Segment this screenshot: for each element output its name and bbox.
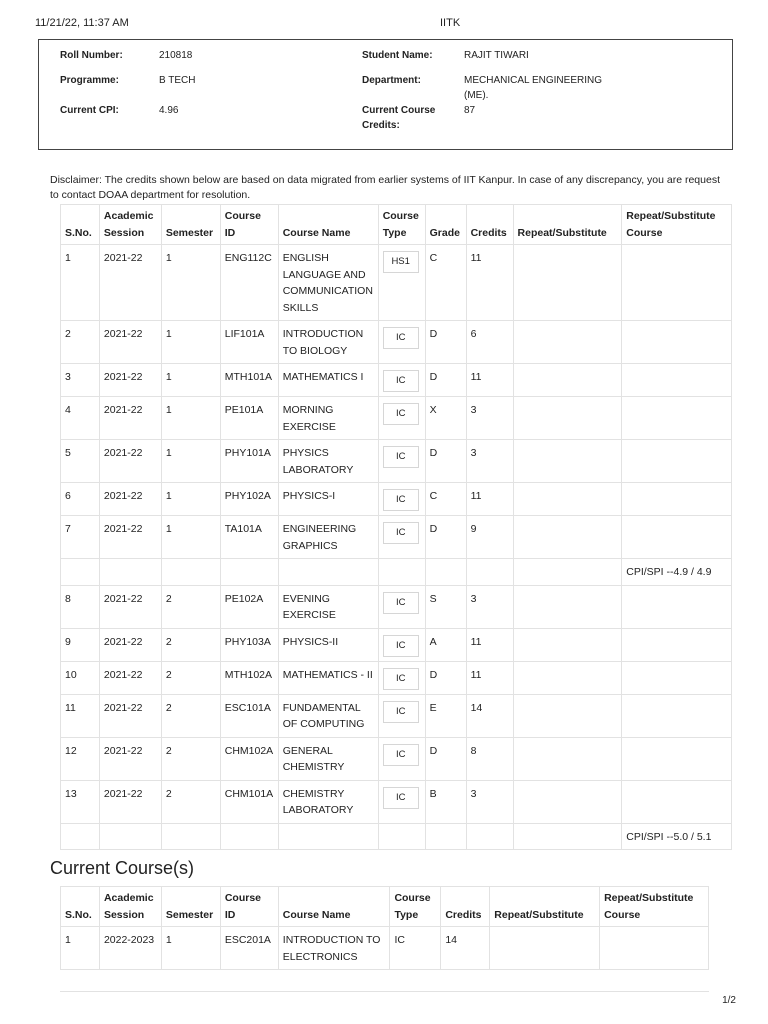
cell-session: 2021-22	[99, 628, 161, 661]
roll-number-value: 210818	[159, 50, 193, 61]
cell-course-name: INTRODUCTION TO ELECTRONICS	[278, 927, 390, 970]
cell-course-name: INTRODUCTION TO BIOLOGY	[278, 321, 378, 364]
cell-semester: 1	[161, 440, 220, 483]
cell-repeat	[513, 585, 622, 628]
cur-col-header-credits: Credits	[441, 887, 490, 927]
col-header-semester: Semester	[161, 205, 220, 245]
col-header-course-type: Course Type	[378, 205, 425, 245]
cell-sno: 13	[61, 780, 100, 823]
course-type-badge: IC	[383, 635, 419, 657]
cell-session: 2021-22	[99, 516, 161, 559]
cell-sno: 8	[61, 585, 100, 628]
cell-course-id: LIF101A	[220, 321, 278, 364]
cell-repeat-course	[622, 321, 732, 364]
cell-course-name: PHYSICS-II	[278, 628, 378, 661]
cell-course-type	[378, 245, 425, 321]
page-number: 1/2	[722, 995, 736, 1006]
table-row	[61, 397, 732, 440]
cell-course-name: PHYSICS LABORATORY	[278, 440, 378, 483]
cell-repeat	[490, 927, 600, 970]
cpi-spi-summary: CPI/SPI --5.0 / 5.1	[622, 823, 732, 850]
cell-credits: 3	[466, 397, 513, 440]
cell-grade: D	[425, 516, 466, 559]
current-cpi-label: Current CPI:	[60, 105, 119, 116]
cell-session: 2021-22	[99, 780, 161, 823]
col-header-course-id: Course ID	[220, 205, 278, 245]
current-courses-table	[60, 886, 709, 970]
cell-credits: 6	[466, 321, 513, 364]
summary-empty-cell	[220, 559, 278, 586]
cell-sno: 10	[61, 661, 100, 694]
cell-session: 2021-22	[99, 661, 161, 694]
summary-empty-cell	[161, 823, 220, 850]
roll-number-label: Roll Number:	[60, 50, 123, 61]
cell-semester: 2	[161, 585, 220, 628]
cell-grade: D	[425, 321, 466, 364]
cell-repeat	[513, 628, 622, 661]
cell-course-type: IC	[390, 927, 441, 970]
summary-empty-cell	[466, 823, 513, 850]
cell-repeat	[513, 245, 622, 321]
cell-repeat-course	[622, 585, 732, 628]
cell-session: 2021-22	[99, 397, 161, 440]
current-credits-value: 87	[464, 105, 476, 116]
cell-course-type	[378, 694, 425, 737]
col-header-repeat: Repeat/Substitute	[513, 205, 622, 245]
cell-course-id: PHY101A	[220, 440, 278, 483]
table-row	[61, 780, 732, 823]
summary-empty-cell	[378, 559, 425, 586]
cell-course-name: ENGLISH LANGUAGE AND COMMUNICATION SKILLS	[278, 245, 378, 321]
current-cpi-value: 4.96	[159, 105, 179, 116]
cur-col-header-repeat: Repeat/Substitute	[490, 887, 600, 927]
summary-empty-cell	[513, 559, 622, 586]
summary-empty-cell	[378, 823, 425, 850]
course-type-badge: IC	[383, 489, 419, 511]
cell-repeat-course	[622, 483, 732, 516]
cell-grade: E	[425, 694, 466, 737]
cell-course-name: MORNING EXERCISE	[278, 397, 378, 440]
cell-repeat-course	[622, 245, 732, 321]
cell-course-id: CHM101A	[220, 780, 278, 823]
page-divider	[60, 991, 709, 992]
course-type-badge: IC	[383, 701, 419, 723]
cell-semester: 2	[161, 737, 220, 780]
cell-grade: A	[425, 628, 466, 661]
current-credits-label-line2: Credits:	[362, 120, 400, 131]
cell-repeat-course	[622, 397, 732, 440]
programme-value: B TECH	[159, 75, 196, 86]
summary-empty-cell	[425, 559, 466, 586]
table-row	[61, 483, 732, 516]
department-value-line2: (ME).	[464, 90, 489, 101]
cell-repeat-course	[622, 780, 732, 823]
summary-empty-cell	[220, 823, 278, 850]
cell-semester: 2	[161, 628, 220, 661]
cell-semester: 1	[161, 516, 220, 559]
cell-repeat	[513, 440, 622, 483]
cell-grade: D	[425, 440, 466, 483]
cell-semester: 2	[161, 661, 220, 694]
cell-credits: 11	[466, 483, 513, 516]
cell-course-id: CHM102A	[220, 737, 278, 780]
table-row	[61, 516, 732, 559]
cell-sno: 9	[61, 628, 100, 661]
col-header-grade: Grade	[425, 205, 466, 245]
table-row	[61, 321, 732, 364]
cell-session: 2021-22	[99, 245, 161, 321]
cell-credits: 11	[466, 661, 513, 694]
course-type-badge: IC	[383, 370, 419, 392]
cell-repeat-course	[622, 661, 732, 694]
cell-credits: 11	[466, 628, 513, 661]
course-type-badge: IC	[383, 327, 419, 349]
cell-course-type	[378, 737, 425, 780]
cell-course-type	[378, 661, 425, 694]
summary-empty-cell	[99, 559, 161, 586]
student-name-label: Student Name:	[362, 50, 433, 61]
cell-course-name: CHEMISTRY LABORATORY	[278, 780, 378, 823]
cell-session: 2021-22	[99, 364, 161, 397]
cell-grade: D	[425, 737, 466, 780]
cell-course-name: ENGINEERING GRAPHICS	[278, 516, 378, 559]
cell-course-id: PHY103A	[220, 628, 278, 661]
cell-grade: S	[425, 585, 466, 628]
cell-repeat	[513, 516, 622, 559]
cell-credits: 8	[466, 737, 513, 780]
cell-sno: 6	[61, 483, 100, 516]
cell-repeat-course	[622, 737, 732, 780]
course-type-badge: IC	[383, 787, 419, 809]
col-header-sno: S.No.	[61, 205, 100, 245]
cell-course-id: TA101A	[220, 516, 278, 559]
cur-col-header-semester: Semester	[161, 887, 220, 927]
summary-empty-cell	[278, 823, 378, 850]
cell-course-id: PE101A	[220, 397, 278, 440]
print-site-title: IITK	[440, 17, 461, 29]
cell-course-type	[378, 628, 425, 661]
cell-sno: 2	[61, 321, 100, 364]
cell-course-id: ENG112C	[220, 245, 278, 321]
cell-sno: 3	[61, 364, 100, 397]
cell-credits: 3	[466, 585, 513, 628]
col-header-session: Academic Session	[99, 205, 161, 245]
cell-grade: D	[425, 364, 466, 397]
cell-semester: 1	[161, 321, 220, 364]
col-header-credits: Credits	[466, 205, 513, 245]
cell-course-id: MTH101A	[220, 364, 278, 397]
cell-session: 2021-22	[99, 321, 161, 364]
cell-sno: 1	[61, 927, 100, 970]
table-row	[61, 694, 732, 737]
course-type-badge: IC	[383, 403, 419, 425]
cur-col-header-session: Academic Session	[99, 887, 161, 927]
cell-credits: 3	[466, 780, 513, 823]
cell-course-type	[378, 440, 425, 483]
course-type-badge: IC	[383, 744, 419, 766]
cell-repeat-course	[622, 364, 732, 397]
cell-repeat-course	[622, 694, 732, 737]
grades-header-row	[61, 205, 732, 245]
cell-repeat	[513, 321, 622, 364]
cell-semester: 1	[161, 483, 220, 516]
cell-course-type	[378, 321, 425, 364]
disclaimer-text: Disclaimer: The credits shown below are based on data migrated from earlier systems of IIT Kanpur. In case of any discrepancy, you are request to contact DOAA department for resolution.	[50, 174, 720, 201]
cell-course-type	[378, 585, 425, 628]
cell-session: 2021-22	[99, 483, 161, 516]
summary-empty-cell	[99, 823, 161, 850]
cpi-spi-summary: CPI/SPI --4.9 / 4.9	[622, 559, 732, 586]
cell-grade: B	[425, 780, 466, 823]
cur-col-header-course-id: Course ID	[220, 887, 278, 927]
current-credits-label-line1: Current Course	[362, 105, 436, 116]
cell-course-type	[378, 516, 425, 559]
cell-credits: 9	[466, 516, 513, 559]
cell-sno: 12	[61, 737, 100, 780]
summary-empty-cell	[278, 559, 378, 586]
cell-repeat	[513, 661, 622, 694]
summary-empty-cell	[61, 559, 100, 586]
summary-empty-cell	[61, 823, 100, 850]
cell-grade: C	[425, 483, 466, 516]
course-type-badge: IC	[383, 668, 419, 690]
table-row	[61, 245, 732, 321]
cell-repeat	[513, 780, 622, 823]
cell-semester: 1	[161, 927, 220, 970]
student-name-value: RAJIT TIWARI	[464, 50, 529, 61]
cell-credits: 14	[466, 694, 513, 737]
student-info-box	[38, 39, 733, 150]
cell-session: 2021-22	[99, 737, 161, 780]
table-row	[61, 440, 732, 483]
cell-repeat	[513, 364, 622, 397]
table-row	[61, 585, 732, 628]
cell-course-name: GENERAL CHEMISTRY	[278, 737, 378, 780]
print-datetime: 11/21/22, 11:37 AM	[35, 17, 129, 29]
cell-course-id: MTH102A	[220, 661, 278, 694]
table-row	[61, 737, 732, 780]
cell-repeat	[513, 397, 622, 440]
programme-label: Programme:	[60, 75, 119, 86]
cell-sno: 7	[61, 516, 100, 559]
summary-empty-cell	[466, 559, 513, 586]
cell-session: 2021-22	[99, 440, 161, 483]
cell-course-id: ESC201A	[220, 927, 278, 970]
cell-credits: 3	[466, 440, 513, 483]
table-row	[61, 364, 732, 397]
cell-semester: 1	[161, 364, 220, 397]
summary-empty-cell	[425, 823, 466, 850]
department-value-line1: MECHANICAL ENGINEERING	[464, 75, 602, 86]
semester-summary-row	[61, 559, 732, 586]
cell-repeat	[513, 483, 622, 516]
current-header-row	[61, 887, 709, 927]
cell-repeat-course	[622, 516, 732, 559]
cell-sno: 1	[61, 245, 100, 321]
cur-col-header-sno: S.No.	[61, 887, 100, 927]
cell-sno: 4	[61, 397, 100, 440]
cell-semester: 1	[161, 397, 220, 440]
cell-grade: D	[425, 661, 466, 694]
col-header-course-name: Course Name	[278, 205, 378, 245]
cell-sno: 11	[61, 694, 100, 737]
table-row	[61, 661, 732, 694]
cell-semester: 2	[161, 780, 220, 823]
cell-credits: 11	[466, 245, 513, 321]
cell-course-name: MATHEMATICS I	[278, 364, 378, 397]
cell-course-type	[378, 483, 425, 516]
cell-grade: C	[425, 245, 466, 321]
cell-session: 2021-22	[99, 585, 161, 628]
cur-col-header-repeat-course: Repeat/Substitute Course	[600, 887, 709, 927]
cell-repeat-course	[600, 927, 709, 970]
cur-col-header-course-type: Course Type	[390, 887, 441, 927]
cell-course-id: ESC101A	[220, 694, 278, 737]
summary-empty-cell	[161, 559, 220, 586]
cell-grade: X	[425, 397, 466, 440]
summary-empty-cell	[513, 823, 622, 850]
table-row	[61, 628, 732, 661]
cell-repeat	[513, 737, 622, 780]
cell-session: 2021-22	[99, 694, 161, 737]
cell-course-name: PHYSICS-I	[278, 483, 378, 516]
cell-course-name: MATHEMATICS - II	[278, 661, 378, 694]
cell-credits: 11	[466, 364, 513, 397]
cell-repeat-course	[622, 628, 732, 661]
cell-course-type	[378, 364, 425, 397]
cell-course-name: EVENING EXERCISE	[278, 585, 378, 628]
current-courses-title: Current Course(s)	[50, 858, 195, 878]
cell-course-name: FUNDAMENTAL OF COMPUTING	[278, 694, 378, 737]
table-row	[61, 927, 709, 970]
col-header-repeat-course: Repeat/Substitute Course	[622, 205, 732, 245]
cell-course-id: PE102A	[220, 585, 278, 628]
cell-course-id: PHY102A	[220, 483, 278, 516]
cell-repeat	[513, 694, 622, 737]
cell-sno: 5	[61, 440, 100, 483]
cell-course-type	[378, 397, 425, 440]
cell-repeat-course	[622, 440, 732, 483]
cell-credits: 14	[441, 927, 490, 970]
course-type-badge: HS1	[383, 251, 419, 273]
course-type-badge: IC	[383, 522, 419, 544]
department-label: Department:	[362, 75, 421, 86]
cell-semester: 2	[161, 694, 220, 737]
grades-table	[60, 204, 732, 850]
semester-summary-row	[61, 823, 732, 850]
course-type-badge: IC	[383, 446, 419, 468]
cell-semester: 1	[161, 245, 220, 321]
cell-session: 2022-2023	[99, 927, 161, 970]
cell-course-type	[378, 780, 425, 823]
cur-col-header-course-name: Course Name	[278, 887, 390, 927]
course-type-badge: IC	[383, 592, 419, 614]
